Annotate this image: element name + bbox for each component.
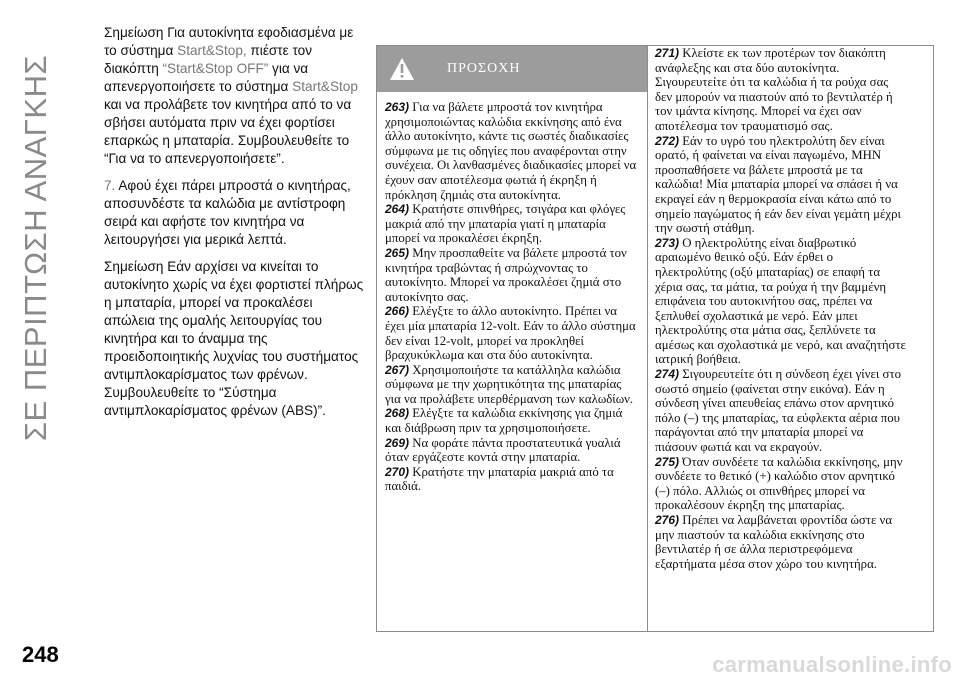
main-text-column [104,24,366,429]
warning-item [655,134,907,236]
warning-item-number: 270) [385,464,410,479]
page-number: 248 [22,642,59,667]
chapter-sidebar [12,18,60,478]
warning-item-number: 274) [655,367,680,382]
warning-item [655,236,907,367]
warning-item-text: Μην προσπαθείτε να βάλετε μπροστά τον κινητήρα τραβώντας ή σπρώχνοντας το αυτοκίνητο. Μπορεί να προκαλέσει ζημιά στο αυτοκίνητο σας. [385,245,627,304]
warning-box [376,45,934,632]
note-text: Εάν αρχίσει να κινείται το αυτοκίνητο χωρίς να έχει φορτιστεί πλήρως η μπαταρία, μπορεί να προκαλέσει απώλεια της ομαλής λειτουργίας του κινητήρα και το άναμμα της προειδοποιητικής λυχνίας του συστήματος αντιμπλοκαρίσματος των φρένων. Συμβουλευθείτε το “Σύστημα αντιμπλοκαρίσματος φρένων (ABS)”. [104,259,364,418]
text-span: για να απενεργοποιήσετε το σύστημα [104,61,309,94]
warning-item-text: Σιγουρευτείτε ότι η σύνδεση έχει γίνει στο σωστό σημείο (φαίνεται στην εικόνα). Εάν η σύνδεση γίνει απευθείας επάνω στον αρνητικό πόλο (–) της μπαταρίας, τα εύφλεκτα αέρια που παράγονται από την μπαταρία μπορεί να πιάσουν φωτιά και να εκραγούν. [655,367,901,455]
warning-item-number: 268) [385,406,410,421]
warning-item-text: Κρατήστε την μπαταρία μακριά από τα παιδιά. [385,464,614,494]
warning-item-text: Ελέγξτε τα καλώδια εκκίνησης για ζημιά και διάβρωση πριν τα χρησιμοποιήσετε. [385,406,623,436]
warning-item-text: Όταν συνδέετε τα καλώδια εκκίνησης, μην συνδέετε το θετικό (+) καλώδιο στον αρνητικό (–) πόλο. Αλλιώς οι σπινθήρες μπορεί να προκαλέσουν έκρηξη της μπαταρίας. [655,454,903,513]
text-span: πιέστε τον διακόπτη [104,43,313,76]
warning-item [385,100,637,202]
note-label: Σημείωση [104,259,164,274]
warning-item [655,455,907,513]
warning-item [385,436,637,465]
start-stop-term: Start&Stop [292,79,358,94]
warning-item-text: Χρησιμοποιήστε τα κατάλληλα καλώδια σύμφωνα με την χωρητικότητα της μπαταρίας για να προλάβετε υπερθέρμανση των καλωδίων. [385,362,634,406]
step-text: Αφού έχει πάρει μπροστά ο κινητήρας, αποσυνδέστε τα καλώδια με αντίστροφη σειρά και αφήστε τον κινητήρα να λειτουργήσει για μερικά λεπτά. [104,178,351,247]
warning-item-number: 275) [655,454,680,469]
warning-item-number: 263) [385,100,410,114]
warning-item-text: Ελέγξτε το άλλο αυτοκίνητο. Πρέπει να έχει μία μπαταρία 12-volt. Εάν το άλλο σύστημα δεν είναι 12-volt, μπορεί να προκληθεί βραχυκύκλωμα και στα δύο αυτοκίνητα. [385,304,636,363]
watermark: carmanualsonline.info [712,652,952,677]
warning-item-number: 271) [655,46,680,60]
warning-item-text: Για να βάλετε μπροστά τον κινητήρα χρησιμοποιώντας καλώδια εκκίνησης από ένα άλλο αυτοκίνητο, κάντε τις σωστές διαδικασίες σύμφωνα με τις οδηγίες που αναφέρονται στην συνέχεια. Οι λανθασμένες διαδικασίες μπορεί να έχουν σαν αποτέλεσμα φωτιά ή έκρηξη ή πρόκληση ζημιάς στα αυτοκίνητα. [385,100,637,202]
warning-triangle-icon [389,57,415,81]
chapter-title: ΣΕ ΠΕΡΙΠΤΩΣΗ ΑΝΑΓΚΗΣ [18,54,53,442]
warning-item [385,202,637,246]
warning-item-number: 264) [385,202,410,217]
warning-header [377,46,647,92]
text-span: και να προλάβετε τον κινητήρα από το να σβήσει αυτόματα πριν να έχει φορτίσει επαρκώς η μπαταρία. Συμβουλευθείτε το “Για να το απενεργοποιήσετε”. [104,97,352,166]
step-7-paragraph [104,177,366,249]
warning-item [385,246,637,304]
warning-item-number: 267) [385,362,410,377]
warning-item-number: 269) [385,435,410,450]
start-stop-off-term: “Start&Stop OFF” [162,61,269,76]
step-number: 7. [104,178,116,193]
note-paragraph-2 [104,258,366,420]
warning-item [385,304,637,362]
warning-item [385,465,637,494]
note-label: Σημείωση [104,25,164,40]
warning-item-text: Κλείστε εκ των προτέρων τον διακόπτη ανάφλεξης και στα δύο αυτοκίνητα. Σιγουρευτείτε ότι τα καλώδια ή τα ρούχα σας δεν μπορούν να πιαστούν από το βεντιλατέρ ή τον ιμάντα κίνησης. Μπορεί να έχει σαν αποτέλεσμα τον τραυματισμό σας. [655,46,893,133]
warning-left-column [385,100,637,494]
warning-item [655,513,907,571]
note-paragraph-1 [104,24,366,168]
warning-item [385,363,637,407]
warning-item-text: Πρέπει να λαμβάνεται φροντίδα ώστε να μην πιαστούν τα καλώδια εκκίνησης στο βεντιλατέρ ή σε άλλα περιστρεφόμενα εξαρτήματα μέσα στον χώρο του κινητήρα. [655,513,893,571]
warning-item-number: 266) [385,304,410,319]
text-span: Για αυτοκίνητα εφοδιασμένα με το σύστημα [104,25,354,58]
warning-item-number: 272) [655,133,680,148]
warning-item [655,46,907,134]
warning-item-number: 265) [385,245,410,260]
warning-item-text: Εάν το υγρό του ηλεκτρολύτη δεν είναι ορατό, ή φαίνεται να είναι παγωμένο, ΜΗΝ προσπαθήσετε να βάλετε μπροστά με τα καλώδια! Μία μπαταρία μπορεί να σπάσει ή να εκραγεί εάν η θερμοκρασία είναι κάτω από το σημείο παγώματος ή εάν δεν είναι γεμάτη μέχρι την σωστή στάθμη. [655,133,901,236]
warning-item [655,367,907,455]
warning-item-number: 276) [655,513,680,527]
warning-item [385,406,637,435]
warning-item-text: Ο ηλεκτρολύτης είναι διαβρωτικό αραιωμένο θειικό οξύ. Εάν έρθει ο ηλεκτρολύτης (οξύ μπαταρίας) σε επαφή τα χέρια σας, τα μάτια, τα ρούχα ή την βαμμένη επιφάνεια του αυτοκινήτου σας, πρέπει να ξεπλυθεί σχολαστικά με νερό. Εάν μπει ηλεκτρολύτης στα μάτια σας, ξεπλύνετε τα αμέσως και σχολαστικά με νερό, και αναζητήστε ιατρική βοήθεια. [655,235,906,367]
column-divider [647,46,648,631]
warning-item-text: Κρατήστε σπινθήρες, τσιγάρα και φλόγες μακριά από την μπαταρία γιατί η μπαταρία μπορεί να προκαλέσει έκρηξη. [385,202,626,246]
start-stop-term: Start&Stop, [177,43,247,58]
warning-right-column [655,46,907,571]
warning-item-text: Να φοράτε πάντα προστατευτικά γυαλιά όταν εργάζεστε κοντά στην μπαταρία. [385,435,621,465]
warning-title: ΠΡΟΣΟΧΗ [447,61,521,76]
warning-item-number: 273) [655,235,680,250]
